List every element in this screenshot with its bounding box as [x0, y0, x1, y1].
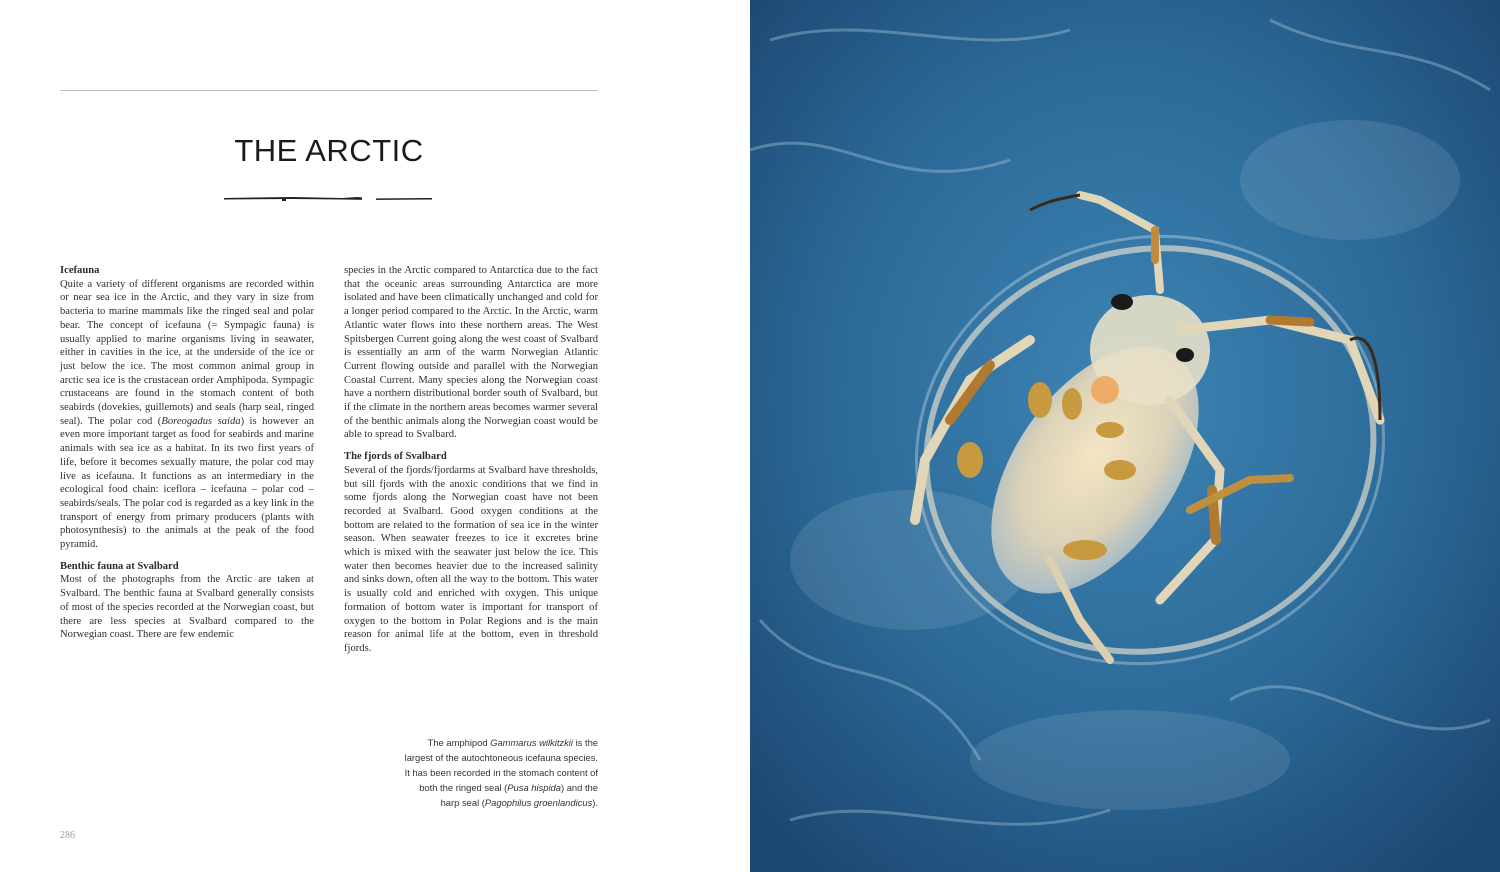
benthic-paragraph-2: species in the Arctic compared to Antarctica due to the fact that the oceanic areas surrounding Antarctica are more isolated and have been climatically unchanged and cold for a longer period compared to the Arctic. In the Arctic, warm Atlantic water flows into these northern areas. The West Spitsbergen Current going along the west coast of Svalbard is essentially an arm of the warm Norwegian Atlantic Current flowing outside and parallel with the Norwegian Coastal Current. Many species along the Norwegian coast have a northern distributional border south of Svalbard, but if the climate in the northern areas becomes warmer several of the benthic animals along the Norwegian coast would be able to spread to Svalbard. — [344, 265, 598, 441]
page-title: THE ARCTIC — [234, 133, 424, 168]
section-heading-benthic: Benthic fauna at Svalbard — [60, 560, 179, 572]
amphipod-photo — [750, 0, 1500, 872]
icefauna-paragraph: Quite a variety of different organisms are recorded within or near sea ice in the Arctic, and they vary in size from bacteria to marine mammals like the ringed seal and polar bear. The concept of icefauna (= Sympagic fauna) is usually applied to marine organisms living in seawater, either in cavities in the ice, at the underside of the ice or just below the ice. The most common animal group in arctic sea ice is the crustacean order Amphipoda. Sympagic crustaceans are found in the stomach content of both seabirds (dovekies, guillemots) and seals (harp seal, ringed seal). The polar cod (Boreogadus saida) is however an even more important target as food for seabirds and marine animals with sea ice as a habitat. In its two first years of life, before it becomes sexually mature, the polar cod may live as icefauna. It functions as an intermediary in the ecological food chain: iceflora – icefauna – polar cod – seabirds/seals. The polar cod is regarded as a key link in the transport of energy from primary producers (plants with photosynthesis) to the animals at the peak of the food pyramid. — [60, 278, 314, 551]
text-column-2 — [344, 264, 598, 656]
photo-caption: The amphipod Gammarus wilkitzkii is the largest of the autochtoneous icefauna species. It has been recorded in the stomach content of both the ringed seal (Pusa hispida) and the harp seal (Pagophilus groenlandicus). — [404, 737, 598, 808]
text-column-1 — [60, 264, 314, 642]
page-number: 286 — [60, 830, 75, 841]
benthic-paragraph-1: Most of the photographs from the Arctic are taken at Svalbard. The benthic fauna at Svalbard generally consists of most of the species recorded at the Norwegian coast, but there are less species at Svalbard compared to the Norwegian coast. There are few endemic — [60, 574, 314, 641]
fjords-paragraph: Several of the fjords/fjordarms at Svalbard have thresholds, but sill fjords with the anoxic conditions that we find in some fjords along the Norwegian coast have not been recorded at Svalbard. Good oxygen conditions at the bottom are related to the formation of sea ice in the winter season. When seawater freezes to ice it excretes brine which is mixed with the seawater just below the ice. This water then becomes heavier due to the increased salinity and sinks down, often all the way to the bottom. This water is usually cold and enriched with oxygen. This unique formation of bottom water is important for transport of oxygen to the bottom in Polar Regions and is the main reason for animal life at the bottom, even in threshold fjords. — [344, 464, 598, 654]
section-heading-icefauna: Icefauna — [60, 265, 100, 276]
section-heading-fjords: The fjords of Svalbard — [344, 451, 447, 463]
brush-stroke-divider — [222, 192, 434, 202]
top-rule — [60, 90, 598, 91]
